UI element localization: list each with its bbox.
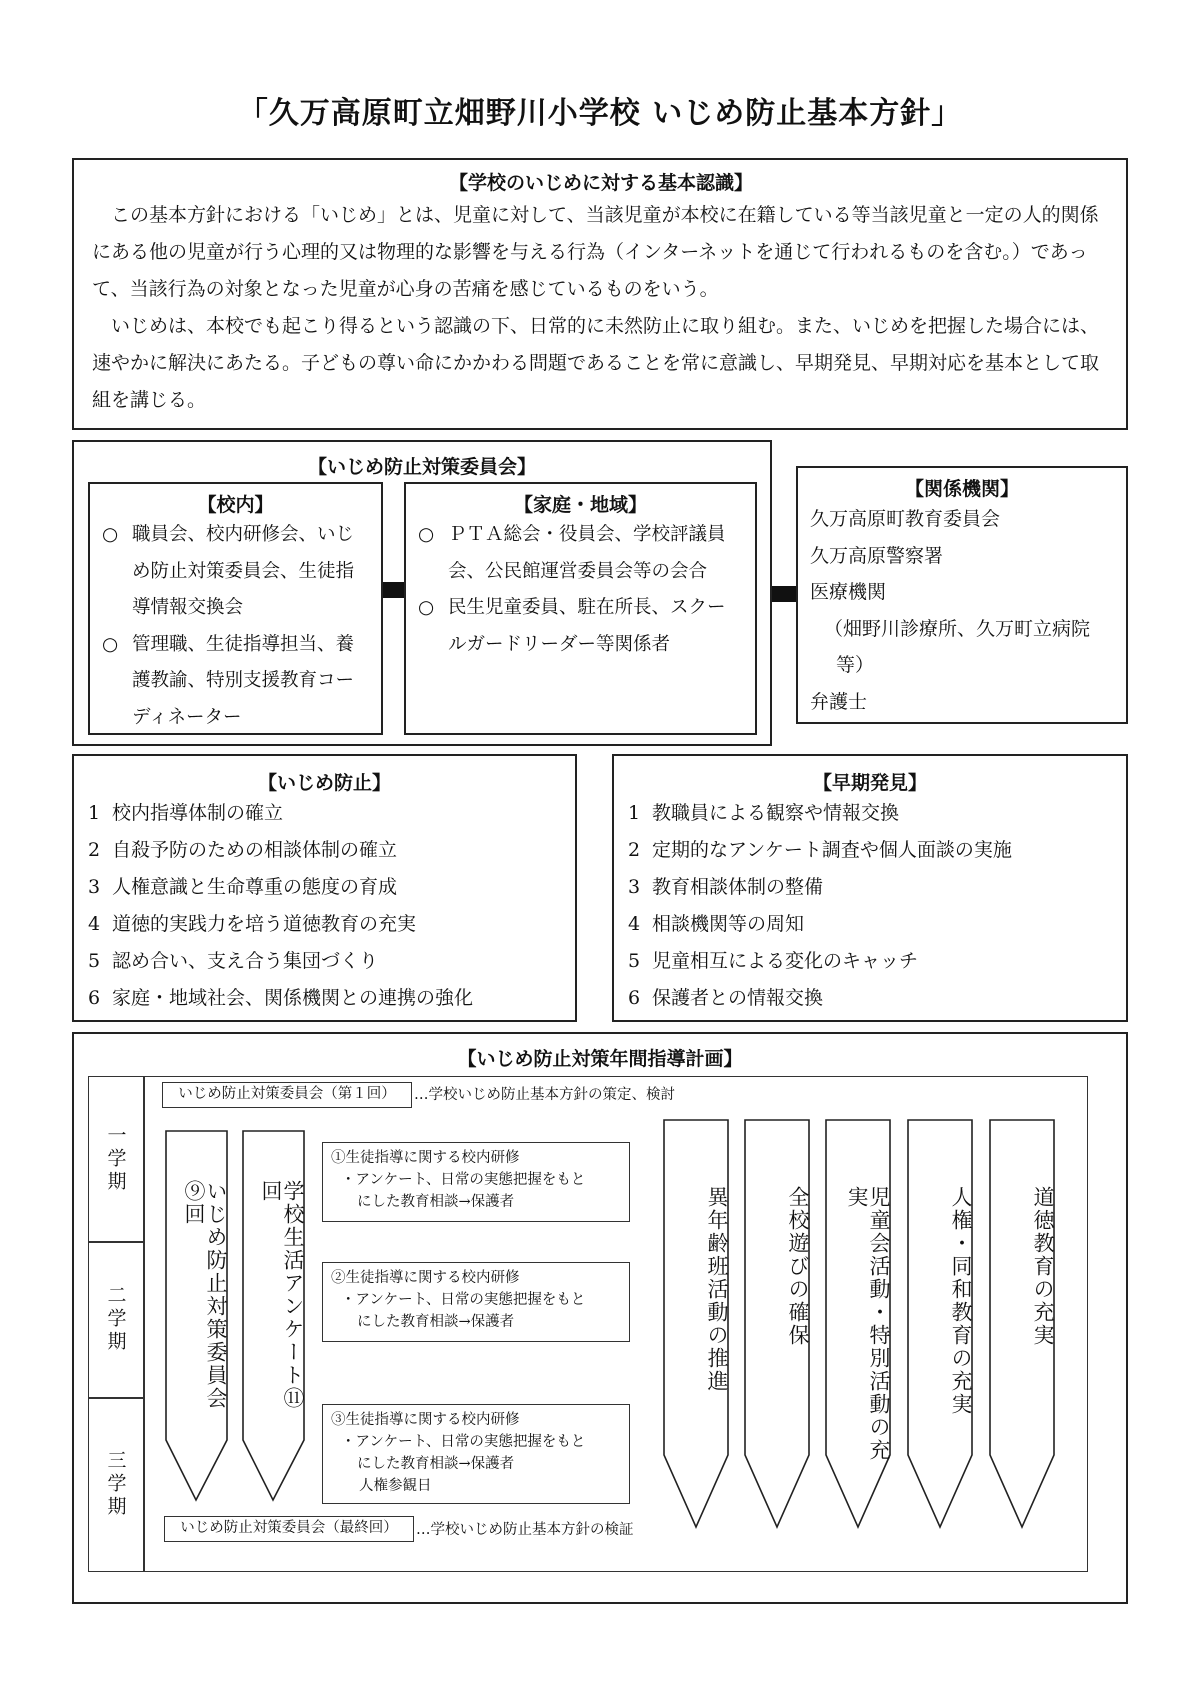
early-detection-heading: 【早期発見】	[812, 772, 927, 794]
activity-arrow	[826, 1186, 890, 1466]
training-box-2	[322, 1262, 630, 1342]
community-item: ○ 民生児童委員、駐在所長、スクールガードリーダー等関係者	[418, 597, 726, 655]
early-detection-item: 5 児童相互による変化のキャッチ	[628, 950, 919, 972]
activity-label: 異年齢班活動の推進	[705, 1186, 729, 1393]
school-item: ○ 職員会、校内研修会、いじめ防止対策委員会、生徒指導情報交換会	[102, 524, 355, 618]
early-detection-item: 1 教職員による観察や情報交換	[628, 802, 900, 824]
training-title: ②生徒指導に関する校内研修	[331, 1270, 520, 1286]
recognition-paragraph-2: いじめは、本校でも起こり得るという認識の下、日常的に未然防止に取り組む。また、いじめを把握した場合には、速やかに解決にあたる。子どもの尊い命にかかわる問題であることを常に意識し、早期発見、早期対応を基本として取組を講じる。	[92, 315, 1100, 411]
recognition-heading: 【学校のいじめに対する基本認識】	[448, 172, 753, 194]
activity-arrow	[990, 1186, 1054, 1446]
agency-item: 弁護士	[810, 690, 868, 713]
school-item: ○ 管理職、生徒指導担当、養護教諭、特別支援教育コーディネーター	[102, 633, 355, 728]
arrow-survey-label: 学校生活アンケート⑪回	[258, 1180, 305, 1410]
training-line: 人権参観日	[359, 1478, 432, 1494]
agency-item: 医療機関	[810, 581, 887, 603]
activity-arrow	[908, 1186, 972, 1446]
early-detection-item: 3 教育相談体制の整備	[628, 876, 824, 898]
agency-sub-note: （畑野川診療所、久万町立病院等）	[824, 617, 1091, 676]
prevention-item: 3 人権意識と生命尊重の態度の育成	[88, 876, 398, 898]
early-detection-item: 2 定期的なアンケート調査や個人面談の実施	[628, 839, 1012, 861]
early-detection-item: 4 相談機関等の周知	[628, 913, 805, 935]
activity-label: 全校遊びの確保	[786, 1186, 810, 1347]
arrow-committee-label: いじめ防止対策委員会⑨回	[181, 1180, 228, 1410]
training-box-1	[322, 1142, 630, 1222]
term-2-label: 二学期	[104, 1284, 127, 1354]
annual-plan-heading: 【いじめ防止対策年間指導計画】	[457, 1048, 743, 1070]
early-detection-item: 6 保護者との情報交換	[628, 987, 824, 1009]
training-box-3	[322, 1404, 630, 1504]
recognition-paragraph-1: この基本方針における「いじめ」とは、児童に対して、当該児童が本校に在籍している等当該児童と一定の人的関係にある他の児童が行う心理的又は物理的な影響を与える行為（インターネットを通じて行われるものを含む。）であって、当該行為の対象となった児童が心身の苦痛を感じているものをいう。	[92, 204, 1099, 300]
agency-item: 久万高原警察署	[810, 544, 944, 567]
agencies-heading: 【関係機関】	[904, 478, 1019, 500]
agency-item: 久万高原町教育委員会	[810, 508, 1001, 530]
activity-label: 人権・同和教育の充実	[949, 1186, 973, 1416]
activity-arrow	[745, 1186, 809, 1446]
last-meeting-box: いじめ防止対策委員会（最終回）	[164, 1516, 414, 1542]
prevention-item: 1 校内指導体制の確立	[88, 802, 284, 824]
training-line: にした教育相談→保護者	[357, 1456, 515, 1472]
first-meeting-box: いじめ防止対策委員会（第１回）	[162, 1082, 412, 1108]
community-heading: 【家庭・地域】	[513, 494, 647, 516]
prevention-item: 5 認め合い、支え合う集団づくり	[88, 950, 379, 972]
page-title: 「久万高原町立畑野川小学校 いじめ防止基本方針」	[237, 96, 963, 131]
training-line: ・アンケート、日常の実態把握をもと	[341, 1292, 586, 1308]
activity-label: 道徳教育の充実	[1031, 1186, 1055, 1347]
training-line: ・アンケート、日常の実態把握をもと	[341, 1434, 586, 1450]
training-line: にした教育相談→保護者	[357, 1194, 515, 1210]
prevention-item: 4 道徳的実践力を培う道徳教育の充実	[88, 913, 417, 935]
last-meeting-note: …学校いじめ防止基本方針の検証	[416, 1522, 634, 1538]
prevention-item: 6 家庭・地域社会、関係機関との連携の強化	[88, 987, 474, 1009]
term-1-label: 一学期	[104, 1124, 127, 1194]
prevention-item: 2 自殺予防のための相談体制の確立	[88, 839, 398, 861]
training-line: にした教育相談→保護者	[357, 1314, 515, 1330]
committee-heading: 【いじめ防止対策委員会】	[307, 456, 536, 478]
arrow-committee	[166, 1180, 227, 1430]
activity-arrow	[664, 1186, 728, 1446]
term-3-label: 三学期	[104, 1449, 127, 1519]
first-meeting-note: …学校いじめ防止基本方針の策定、検討	[414, 1087, 675, 1103]
arrow-survey	[243, 1180, 304, 1430]
community-item: ○ ＰＴＡ総会・役員会、学校評議員会、公民館運営委員会等の会合	[418, 524, 726, 582]
school-heading: 【校内】	[197, 494, 274, 516]
training-title: ①生徒指導に関する校内研修	[331, 1150, 520, 1166]
prevention-heading: 【いじめ防止】	[257, 772, 391, 794]
training-line: ・アンケート、日常の実態把握をもと	[341, 1172, 586, 1188]
activity-label: 児童会活動・特別活動の充実	[844, 1186, 891, 1462]
training-title: ③生徒指導に関する校内研修	[331, 1412, 520, 1428]
